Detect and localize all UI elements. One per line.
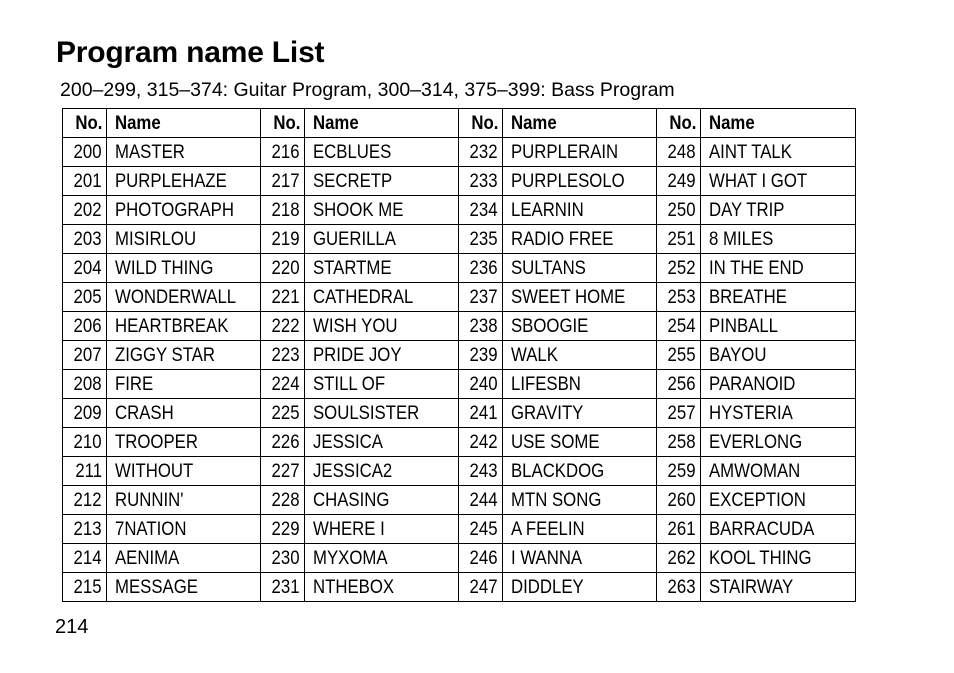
program-number: 233 bbox=[459, 167, 503, 196]
program-name: WHERE I bbox=[305, 515, 459, 544]
program-number: 250 bbox=[657, 196, 701, 225]
program-name: JESSICA2 bbox=[305, 457, 459, 486]
program-number: 226 bbox=[261, 428, 305, 457]
program-name: CRASH bbox=[107, 399, 261, 428]
program-number: 210 bbox=[63, 428, 107, 457]
program-name: PARANOID bbox=[701, 370, 856, 399]
program-name: DAY TRIP bbox=[701, 196, 856, 225]
program-number: 262 bbox=[657, 544, 701, 573]
table-row bbox=[63, 225, 856, 254]
program-number: 234 bbox=[459, 196, 503, 225]
program-name: PURPLEHAZE bbox=[107, 167, 261, 196]
program-number: 248 bbox=[657, 138, 701, 167]
program-name: A FEELIN bbox=[503, 515, 657, 544]
program-number: 241 bbox=[459, 399, 503, 428]
program-number: 207 bbox=[63, 341, 107, 370]
program-number: 244 bbox=[459, 486, 503, 515]
program-number: 203 bbox=[63, 225, 107, 254]
table-header-row bbox=[63, 109, 856, 138]
program-name: NTHEBOX bbox=[305, 573, 459, 602]
program-number: 237 bbox=[459, 283, 503, 312]
program-name: WISH YOU bbox=[305, 312, 459, 341]
program-number: 222 bbox=[261, 312, 305, 341]
program-name: GUERILLA bbox=[305, 225, 459, 254]
program-number: 263 bbox=[657, 573, 701, 602]
program-name: ECBLUES bbox=[305, 138, 459, 167]
table-row bbox=[63, 399, 856, 428]
program-number: 229 bbox=[261, 515, 305, 544]
table-row bbox=[63, 138, 856, 167]
program-name: BLACKDOG bbox=[503, 457, 657, 486]
program-number: 214 bbox=[63, 544, 107, 573]
program-number: 252 bbox=[657, 254, 701, 283]
program-number: 254 bbox=[657, 312, 701, 341]
program-number: 209 bbox=[63, 399, 107, 428]
program-name: STAIRWAY bbox=[701, 573, 856, 602]
page-number: 214 bbox=[55, 616, 89, 638]
program-number: 225 bbox=[261, 399, 305, 428]
program-number: 218 bbox=[261, 196, 305, 225]
table-row bbox=[63, 486, 856, 515]
program-number: 260 bbox=[657, 486, 701, 515]
program-name: TROOPER bbox=[107, 428, 261, 457]
program-name: MISIRLOU bbox=[107, 225, 261, 254]
program-name: PHOTOGRAPH bbox=[107, 196, 261, 225]
program-number: 249 bbox=[657, 167, 701, 196]
program-name: WITHOUT bbox=[107, 457, 261, 486]
page-title: Program name List bbox=[56, 36, 325, 69]
program-name: IN THE END bbox=[701, 254, 856, 283]
program-number: 216 bbox=[261, 138, 305, 167]
program-name: CATHEDRAL bbox=[305, 283, 459, 312]
program-number: 206 bbox=[63, 312, 107, 341]
program-name: 7NATION bbox=[107, 515, 261, 544]
table-row bbox=[63, 573, 856, 602]
program-name: SHOOK ME bbox=[305, 196, 459, 225]
program-name: KOOL THING bbox=[701, 544, 856, 573]
program-number: 240 bbox=[459, 370, 503, 399]
program-name: MTN SONG bbox=[503, 486, 657, 515]
program-name: EXCEPTION bbox=[701, 486, 856, 515]
program-name: SOULSISTER bbox=[305, 399, 459, 428]
program-number: 242 bbox=[459, 428, 503, 457]
program-name: JESSICA bbox=[305, 428, 459, 457]
program-name: ZIGGY STAR bbox=[107, 341, 261, 370]
program-number: 258 bbox=[657, 428, 701, 457]
program-name: SWEET HOME bbox=[503, 283, 657, 312]
column-header-name: Name bbox=[107, 109, 261, 138]
program-name: WILD THING bbox=[107, 254, 261, 283]
program-number: 231 bbox=[261, 573, 305, 602]
program-name: MYXOMA bbox=[305, 544, 459, 573]
column-header-no: No. bbox=[459, 109, 503, 138]
program-name: MESSAGE bbox=[107, 573, 261, 602]
column-header-name: Name bbox=[305, 109, 459, 138]
program-name: I WANNA bbox=[503, 544, 657, 573]
program-number: 235 bbox=[459, 225, 503, 254]
program-number: 251 bbox=[657, 225, 701, 254]
program-name: GRAVITY bbox=[503, 399, 657, 428]
program-number: 228 bbox=[261, 486, 305, 515]
program-number: 211 bbox=[63, 457, 107, 486]
program-name: WHAT I GOT bbox=[701, 167, 856, 196]
program-range-note: 200–299, 315–374: Guitar Program, 300–314, 375–399: Bass Program bbox=[60, 79, 675, 101]
program-number: 202 bbox=[63, 196, 107, 225]
program-name: LIFESBN bbox=[503, 370, 657, 399]
program-number: 227 bbox=[261, 457, 305, 486]
table-row bbox=[63, 457, 856, 486]
program-number: 247 bbox=[459, 573, 503, 602]
program-name: SECRETP bbox=[305, 167, 459, 196]
program-name: SULTANS bbox=[503, 254, 657, 283]
program-number: 261 bbox=[657, 515, 701, 544]
program-name: EVERLONG bbox=[701, 428, 856, 457]
program-name: BAYOU bbox=[701, 341, 856, 370]
program-name: AMWOMAN bbox=[701, 457, 856, 486]
program-name: 8 MILES bbox=[701, 225, 856, 254]
program-name: PURPLERAIN bbox=[503, 138, 657, 167]
program-number: 205 bbox=[63, 283, 107, 312]
program-name: HYSTERIA bbox=[701, 399, 856, 428]
program-name: HEARTBREAK bbox=[107, 312, 261, 341]
program-number: 221 bbox=[261, 283, 305, 312]
program-number: 243 bbox=[459, 457, 503, 486]
program-name: BREATHE bbox=[701, 283, 856, 312]
table-row bbox=[63, 254, 856, 283]
program-number: 256 bbox=[657, 370, 701, 399]
program-name: USE SOME bbox=[503, 428, 657, 457]
program-number: 224 bbox=[261, 370, 305, 399]
program-number: 213 bbox=[63, 515, 107, 544]
program-name: RUNNIN' bbox=[107, 486, 261, 515]
program-number: 219 bbox=[261, 225, 305, 254]
program-number: 246 bbox=[459, 544, 503, 573]
program-name: PURPLESOLO bbox=[503, 167, 657, 196]
program-name: BARRACUDA bbox=[701, 515, 856, 544]
program-number: 201 bbox=[63, 167, 107, 196]
program-name: PINBALL bbox=[701, 312, 856, 341]
program-name: MASTER bbox=[107, 138, 261, 167]
program-number: 239 bbox=[459, 341, 503, 370]
program-name: DIDDLEY bbox=[503, 573, 657, 602]
table-row bbox=[63, 312, 856, 341]
table-row bbox=[63, 283, 856, 312]
table-row bbox=[63, 341, 856, 370]
program-number: 200 bbox=[63, 138, 107, 167]
program-number: 220 bbox=[261, 254, 305, 283]
program-number: 255 bbox=[657, 341, 701, 370]
program-number: 253 bbox=[657, 283, 701, 312]
column-header-name: Name bbox=[701, 109, 856, 138]
program-number: 257 bbox=[657, 399, 701, 428]
program-number: 236 bbox=[459, 254, 503, 283]
program-name: LEARNIN bbox=[503, 196, 657, 225]
program-number: 208 bbox=[63, 370, 107, 399]
program-name: AINT TALK bbox=[701, 138, 856, 167]
program-name: AENIMA bbox=[107, 544, 261, 573]
column-header-no: No. bbox=[261, 109, 305, 138]
program-number: 223 bbox=[261, 341, 305, 370]
program-number: 245 bbox=[459, 515, 503, 544]
program-number: 232 bbox=[459, 138, 503, 167]
program-name: CHASING bbox=[305, 486, 459, 515]
program-name: FIRE bbox=[107, 370, 261, 399]
program-name-table bbox=[62, 108, 856, 602]
table-row bbox=[63, 370, 856, 399]
program-number: 230 bbox=[261, 544, 305, 573]
program-number: 204 bbox=[63, 254, 107, 283]
program-name: STARTME bbox=[305, 254, 459, 283]
program-name: STILL OF bbox=[305, 370, 459, 399]
program-name: WONDERWALL bbox=[107, 283, 261, 312]
table-row bbox=[63, 196, 856, 225]
column-header-no: No. bbox=[657, 109, 701, 138]
table-row bbox=[63, 544, 856, 573]
program-number: 212 bbox=[63, 486, 107, 515]
program-number: 238 bbox=[459, 312, 503, 341]
column-header-name: Name bbox=[503, 109, 657, 138]
program-name: WALK bbox=[503, 341, 657, 370]
table-row bbox=[63, 428, 856, 457]
program-name: PRIDE JOY bbox=[305, 341, 459, 370]
program-name: SBOOGIE bbox=[503, 312, 657, 341]
program-number: 259 bbox=[657, 457, 701, 486]
program-number: 217 bbox=[261, 167, 305, 196]
column-header-no: No. bbox=[63, 109, 107, 138]
table-row bbox=[63, 515, 856, 544]
program-number: 215 bbox=[63, 573, 107, 602]
table-row bbox=[63, 167, 856, 196]
program-name: RADIO FREE bbox=[503, 225, 657, 254]
